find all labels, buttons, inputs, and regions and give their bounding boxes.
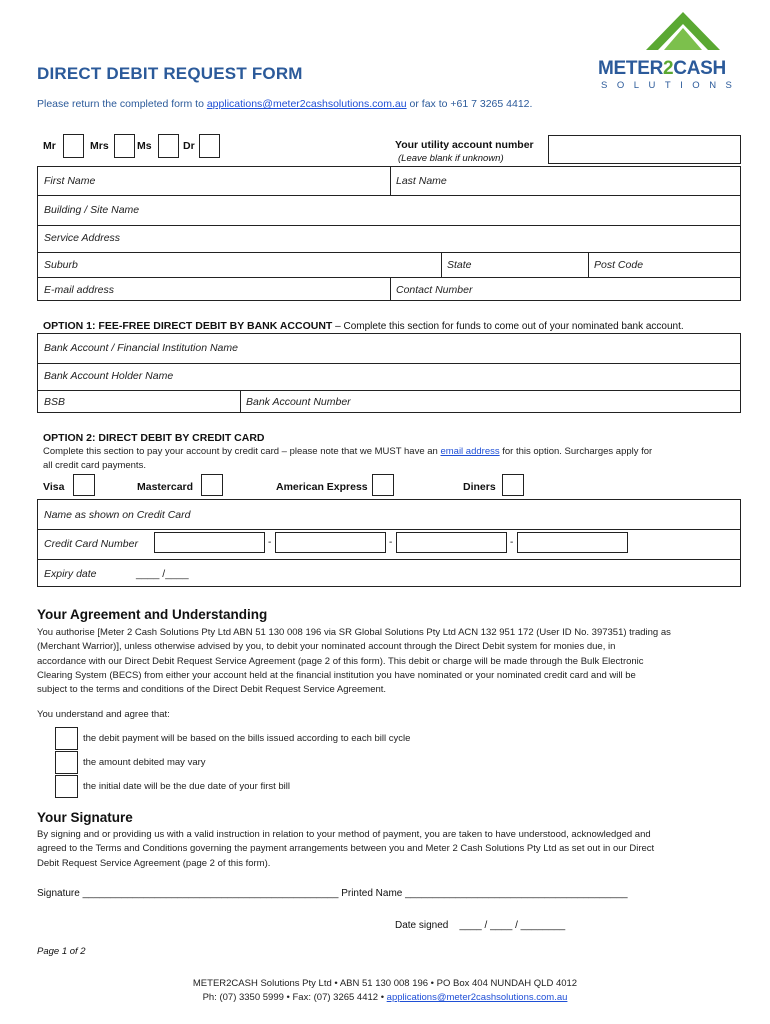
divider (38, 277, 740, 278)
agree-checkbox-3[interactable] (55, 775, 78, 798)
diners-checkbox[interactable] (502, 474, 524, 496)
last-name-label: Last Name (396, 175, 447, 187)
signature-line: Debit Request Service Agreement (page 2 of this form). (37, 857, 271, 869)
logo-word-meter: METER (598, 58, 664, 79)
title-mrs-label: Mrs (90, 140, 109, 152)
expiry-label: Expiry date (44, 568, 97, 580)
bsb-label: BSB (44, 396, 66, 408)
intro-prefix: Please return the completed form to (37, 98, 207, 110)
agreement-line: Clearing System (BECS) from either your account held at the financial institution you have nominated or your nominated credit card and will be (37, 669, 636, 681)
account-number-input[interactable] (548, 135, 741, 164)
name-on-card-label: Name as shown on Credit Card (44, 509, 191, 521)
title-mr-label: Mr (43, 140, 56, 152)
agree-item-1: the debit payment will be based on the bills issued according to each bill cycle (83, 733, 411, 744)
divider (38, 529, 740, 530)
option2-note-b: for this option. Surcharges apply for (499, 446, 653, 457)
form-title: DIRECT DEBIT REQUEST FORM (37, 64, 303, 83)
signature-paragraph (37, 828, 747, 871)
logo-subtitle: SOLUTIONS (601, 80, 742, 91)
agreement-line: (Merchant Warrior)], unless otherwise advised by you, to debit your nominated account through the Direct Debit system for monies due, in (37, 641, 616, 653)
post-code-label: Post Code (594, 259, 644, 271)
option1-heading: OPTION 1: FEE-FREE DIRECT DEBIT BY BANK ACCOUNT (43, 320, 333, 332)
divider (390, 277, 391, 300)
title-mr-checkbox[interactable] (63, 134, 84, 158)
card-number-segment-4[interactable] (517, 532, 628, 553)
option2-heading: OPTION 2: DIRECT DEBIT BY CREDIT CARD (43, 432, 265, 444)
diners-label: Diners (463, 481, 496, 493)
agree-checkbox-1[interactable] (55, 727, 78, 750)
divider (38, 390, 740, 391)
logo-word-2: 2 (663, 58, 674, 79)
card-number-label: Credit Card Number (44, 538, 138, 550)
contact-number-label: Contact Number (396, 284, 473, 296)
service-address-label: Service Address (44, 232, 121, 244)
footer-contact: Ph: (07) 3350 5999 • Fax: (07) 3265 4412 • (202, 992, 387, 1003)
email-address-link[interactable]: email address (440, 446, 500, 457)
visa-label: Visa (43, 481, 65, 493)
account-number-hint: (Leave blank if unknown) (398, 153, 504, 164)
agree-item-3: the initial date will be the due date of your first bill (83, 781, 291, 792)
first-name-label: First Name (44, 175, 96, 187)
option2-note-a: Complete this section to pay your account by credit card – please note that we MUST have an (43, 446, 441, 457)
personal-details-grid (37, 166, 741, 301)
understand-label: You understand and agree that: (37, 709, 170, 720)
card-dash-2: - (389, 537, 393, 548)
visa-checkbox[interactable] (73, 474, 95, 496)
card-dash-3: - (510, 537, 514, 548)
title-ms-checkbox[interactable] (158, 134, 179, 158)
divider (390, 167, 391, 195)
intro-suffix: or fax to +61 7 3265 4412. (406, 98, 533, 110)
agreement-line: accordance with our Direct Debit Request Service Agreement (page 2 of this form). This debit or charge will be made through the Bulk Electronic (37, 655, 644, 667)
title-mrs-checkbox[interactable] (114, 134, 135, 158)
agree-checkbox-2[interactable] (55, 751, 78, 774)
footer-line-1: METER2CASH Solutions Pty Ltd • ABN 51 130 008 196 • PO Box 404 NUNDAH QLD 4012 (192, 978, 578, 989)
state-label: State (447, 259, 472, 271)
expiry-blank: ____ /____ (136, 568, 189, 580)
agreement-line: subject to the terms and conditions of the Direct Debit Request Service Agreement. (37, 684, 387, 696)
account-number-label: Your utility account number (395, 139, 534, 151)
agree-item-2: the amount debited may vary (83, 757, 206, 768)
divider (240, 390, 241, 412)
divider (38, 195, 740, 196)
footer-line-2 (0, 992, 770, 1003)
logo-word-cash: CASH (673, 58, 726, 79)
amex-label: American Express (276, 481, 368, 493)
option1-heading-line (43, 320, 684, 332)
option2-note-line2: all credit card payments. (43, 460, 146, 471)
card-number-segment-1[interactable] (154, 532, 265, 553)
title-dr-checkbox[interactable] (199, 134, 220, 158)
signature-line: agreed to the Terms and Conditions governing the payment arrangements between you and Meter 2 Cash Solutions Pty Ltd as set out in our Direct (37, 843, 655, 855)
building-label: Building / Site Name (44, 204, 140, 216)
intro-text (37, 98, 532, 110)
option1-note: – Complete this section for funds to come out of your nominated bank account. (332, 321, 684, 332)
divider (38, 225, 740, 226)
company-logo (598, 10, 758, 95)
divider (38, 559, 740, 560)
title-dr-label: Dr (183, 140, 195, 152)
divider (441, 252, 442, 277)
bank-name-label: Bank Account / Financial Institution Name (44, 342, 238, 354)
amex-checkbox[interactable] (372, 474, 394, 496)
card-number-segment-3[interactable] (396, 532, 507, 553)
option2-note-line1 (43, 446, 652, 457)
card-number-segment-2[interactable] (275, 532, 386, 553)
divider (38, 363, 740, 364)
divider (38, 252, 740, 253)
holder-name-label: Bank Account Holder Name (44, 370, 174, 382)
intro-email-link[interactable]: applications@meter2cashsolutions.com.au (206, 98, 407, 110)
title-ms-label: Ms (137, 140, 152, 152)
bank-account-grid (37, 333, 741, 413)
mastercard-label: Mastercard (137, 481, 194, 493)
agreement-paragraph (37, 626, 747, 697)
date-signed-field[interactable]: Date signed ____ / ____ / ________ (395, 920, 566, 931)
footer-email-link[interactable]: applications@meter2cashsolutions.com.au (386, 992, 568, 1003)
bank-account-number-label: Bank Account Number (246, 396, 351, 408)
signature-printed-name-field[interactable]: Signature ______________________________________________ Printed Name ________________________________________ (37, 888, 628, 899)
agreement-line: You authorise [Meter 2 Cash Solutions Pty Ltd ABN 51 130 008 196 via SR Global Solutions Pty Ltd ACN 132 951 172 (User ID No. 397351) trading as (37, 627, 671, 638)
logo-wordmark (598, 58, 726, 80)
signature-heading: Your Signature (37, 810, 133, 825)
suburb-label: Suburb (44, 259, 78, 271)
signature-line: By signing and or providing us with a valid instruction in relation to your method of payment, you are taken to have understood, acknowledged and (37, 829, 651, 840)
mastercard-checkbox[interactable] (201, 474, 223, 496)
agreement-heading: Your Agreement and Understanding (37, 607, 268, 622)
divider (588, 252, 589, 277)
card-dash-1: - (268, 537, 272, 548)
page-number: Page 1 of 2 (37, 946, 86, 957)
email-label: E-mail address (44, 284, 115, 296)
logo-house-icon (598, 10, 758, 60)
